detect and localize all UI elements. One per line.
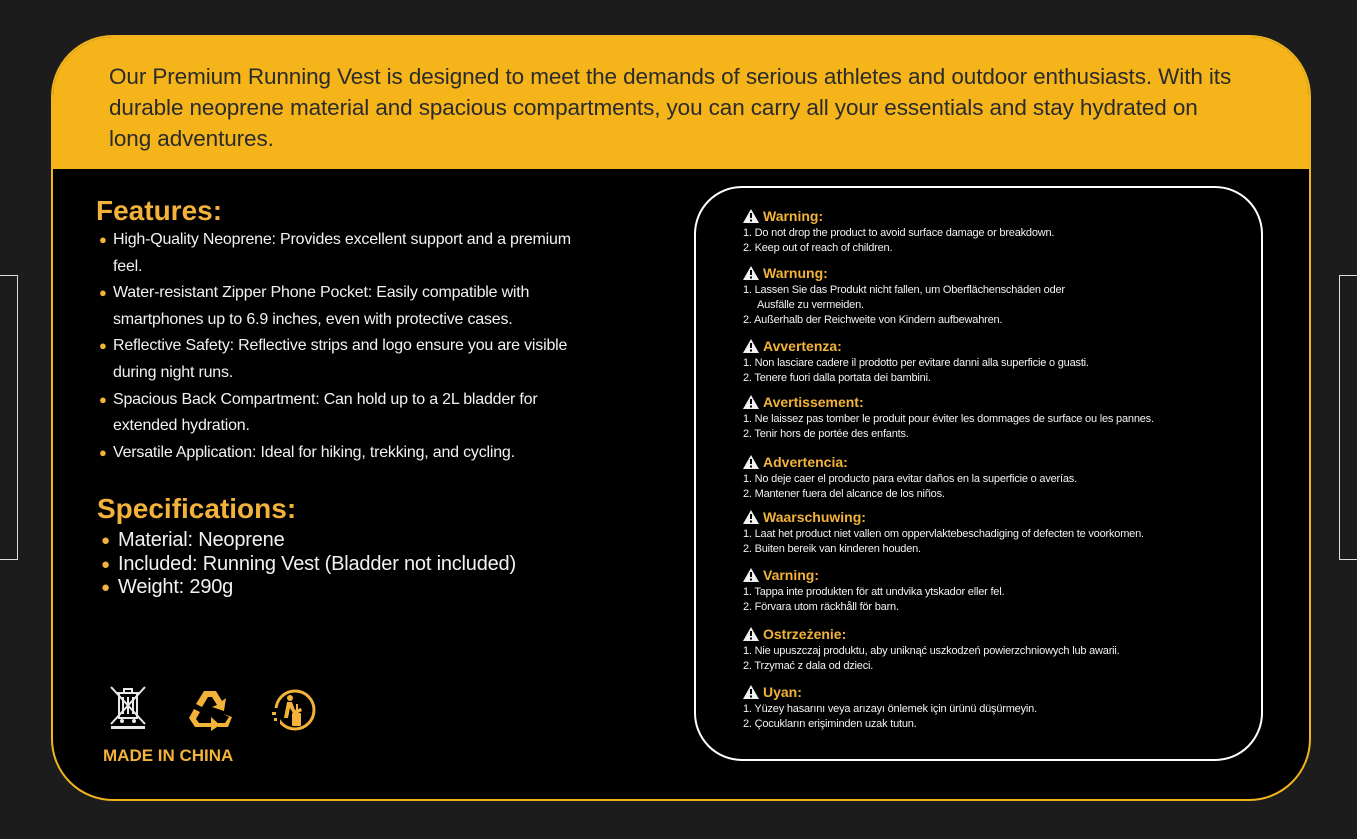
warning-title: Uyan: (763, 684, 802, 700)
feature-item: ● Versatile Application: Ideal for hiking, trekking, and cycling. (97, 440, 587, 467)
warning-line: 2. Tenir hors de portée des enfants. (743, 428, 909, 440)
tidyman-icon (270, 688, 316, 732)
warning-line: 1. Ne laissez pas tomber le produit pour éviter les dommages de surface ou les pannes. (743, 413, 1154, 425)
warning-title: Advertencia: (763, 454, 848, 470)
bullet-icon: ● (99, 285, 107, 301)
feature-item: ● High-Quality Neoprene: Provides excellent support and a premium feel. (97, 227, 587, 280)
warning-title: Varning: (763, 567, 820, 583)
warning-box (694, 186, 1263, 761)
warning-line: 1. No deje caer el producto para evitar daños en la superficie o averías. (743, 473, 1077, 485)
warning-block (743, 338, 1243, 386)
spec-item: ● Included: Running Vest (Bladder not included) (101, 552, 516, 575)
warning-triangle-icon (743, 627, 759, 641)
feature-item: ● Water-resistant Zipper Phone Pocket: Easily compatible with smartphones up to 6.9 inches, even with protective cases. (97, 280, 587, 333)
bullet-icon: ● (99, 232, 107, 247)
warning-block (743, 394, 1243, 442)
left-bracket-decoration (0, 275, 18, 560)
warning-line: 1. Laat het product niet vallen om oppervlaktebeschadiging of defecten te voorkomen. (743, 528, 1144, 540)
warning-block (743, 265, 1243, 328)
bullet-icon: ● (101, 579, 110, 596)
warning-triangle-icon (743, 339, 759, 353)
warning-line: 2. Förvara utom räckhåll för barn. (743, 601, 899, 613)
warning-title: Avvertenza: (763, 338, 842, 354)
warning-triangle-icon (743, 685, 759, 699)
warning-line: 2. Keep out of reach of children. (743, 242, 893, 254)
bullet-icon: ● (99, 444, 107, 460)
warning-triangle-icon (743, 455, 759, 469)
warning-title: Waarschuwing: (763, 509, 866, 525)
spec-item: ● Weight: 290g (101, 576, 234, 598)
warning-line: Ausfälle zu vermeiden. (757, 299, 864, 311)
warning-triangle-icon (743, 266, 759, 280)
bullet-icon: ● (99, 338, 107, 354)
warning-line: 1. Yüzey hasarını veya arızayı önlemek için ürünü düşürmeyin. (743, 703, 1037, 715)
warning-block (743, 567, 1243, 615)
features-list (97, 227, 587, 466)
bullet-icon: ● (99, 391, 107, 407)
intro-banner (53, 37, 1309, 169)
warning-line: 2. Außerhalb der Reichweite von Kindern aufbewahren. (743, 314, 1003, 326)
warning-line: 2. Buiten bereik van kinderen houden. (743, 543, 921, 555)
warning-title: Warnung: (763, 265, 828, 281)
warning-title: Warning: (763, 208, 824, 224)
warning-block (743, 454, 1243, 502)
warning-line: 1. Do not drop the product to avoid surface damage or breakdown. (743, 227, 1055, 239)
spec-item: ● Material: Neoprene (101, 529, 285, 551)
warning-block (743, 509, 1243, 557)
warning-line: 2. Mantener fuera del alcance de los niños. (743, 488, 945, 500)
warning-block (743, 626, 1243, 674)
specifications-title: Specifications: (97, 493, 297, 524)
warning-line: 1. Nie upuszczaj produktu, aby uniknąć uszkodzeń powierzchniowych lub awarii. (743, 645, 1120, 657)
specifications-list (99, 529, 516, 600)
warning-triangle-icon (743, 209, 759, 223)
warning-triangle-icon (743, 395, 759, 409)
feature-item: ● Reflective Safety: Reflective strips and logo ensure you are visible during night runs. (97, 333, 587, 386)
intro-text: Our Premium Running Vest is designed to meet the demands of serious athletes and outdoor enthusiasts. With its durable neoprene material and spacious compartments, you can carry all your essentials and stay hydrated on long adventures. (109, 64, 1232, 151)
warning-line: 1. Tappa inte produkten för att undvika ytskador eller fel. (743, 586, 1005, 598)
warning-title: Avertissement: (763, 394, 864, 410)
weee-crossed-bin-icon (105, 684, 151, 730)
warning-line: 2. Trzymać z dala od dzieci. (743, 660, 874, 672)
made-in-label: MADE IN CHINA (103, 746, 234, 765)
warning-line: 2. Tenere fuori dalla portata dei bambini. (743, 372, 931, 384)
warning-line: 1. Non lasciare cadere il prodotto per evitare danni alla superficie o guasti. (743, 357, 1089, 369)
warning-title: Ostrzeżenie: (763, 626, 847, 642)
product-card (51, 35, 1311, 801)
warning-line: 1. Lassen Sie das Produkt nicht fallen, um Oberflächenschäden oder (743, 284, 1065, 296)
warning-block (743, 684, 1243, 732)
right-bracket-decoration (1339, 275, 1357, 560)
warning-block (743, 208, 1243, 256)
bullet-icon: ● (101, 555, 110, 573)
bullet-icon: ● (101, 532, 110, 549)
warning-triangle-icon (743, 568, 759, 582)
recycle-icon (186, 687, 234, 731)
features-title: Features: (96, 195, 223, 226)
warning-line: 2. Çocukların erişiminden uzak tutun. (743, 718, 917, 730)
feature-item: ● Spacious Back Compartment: Can hold up to a 2L bladder for extended hydration. (97, 387, 587, 440)
warning-triangle-icon (743, 510, 759, 524)
